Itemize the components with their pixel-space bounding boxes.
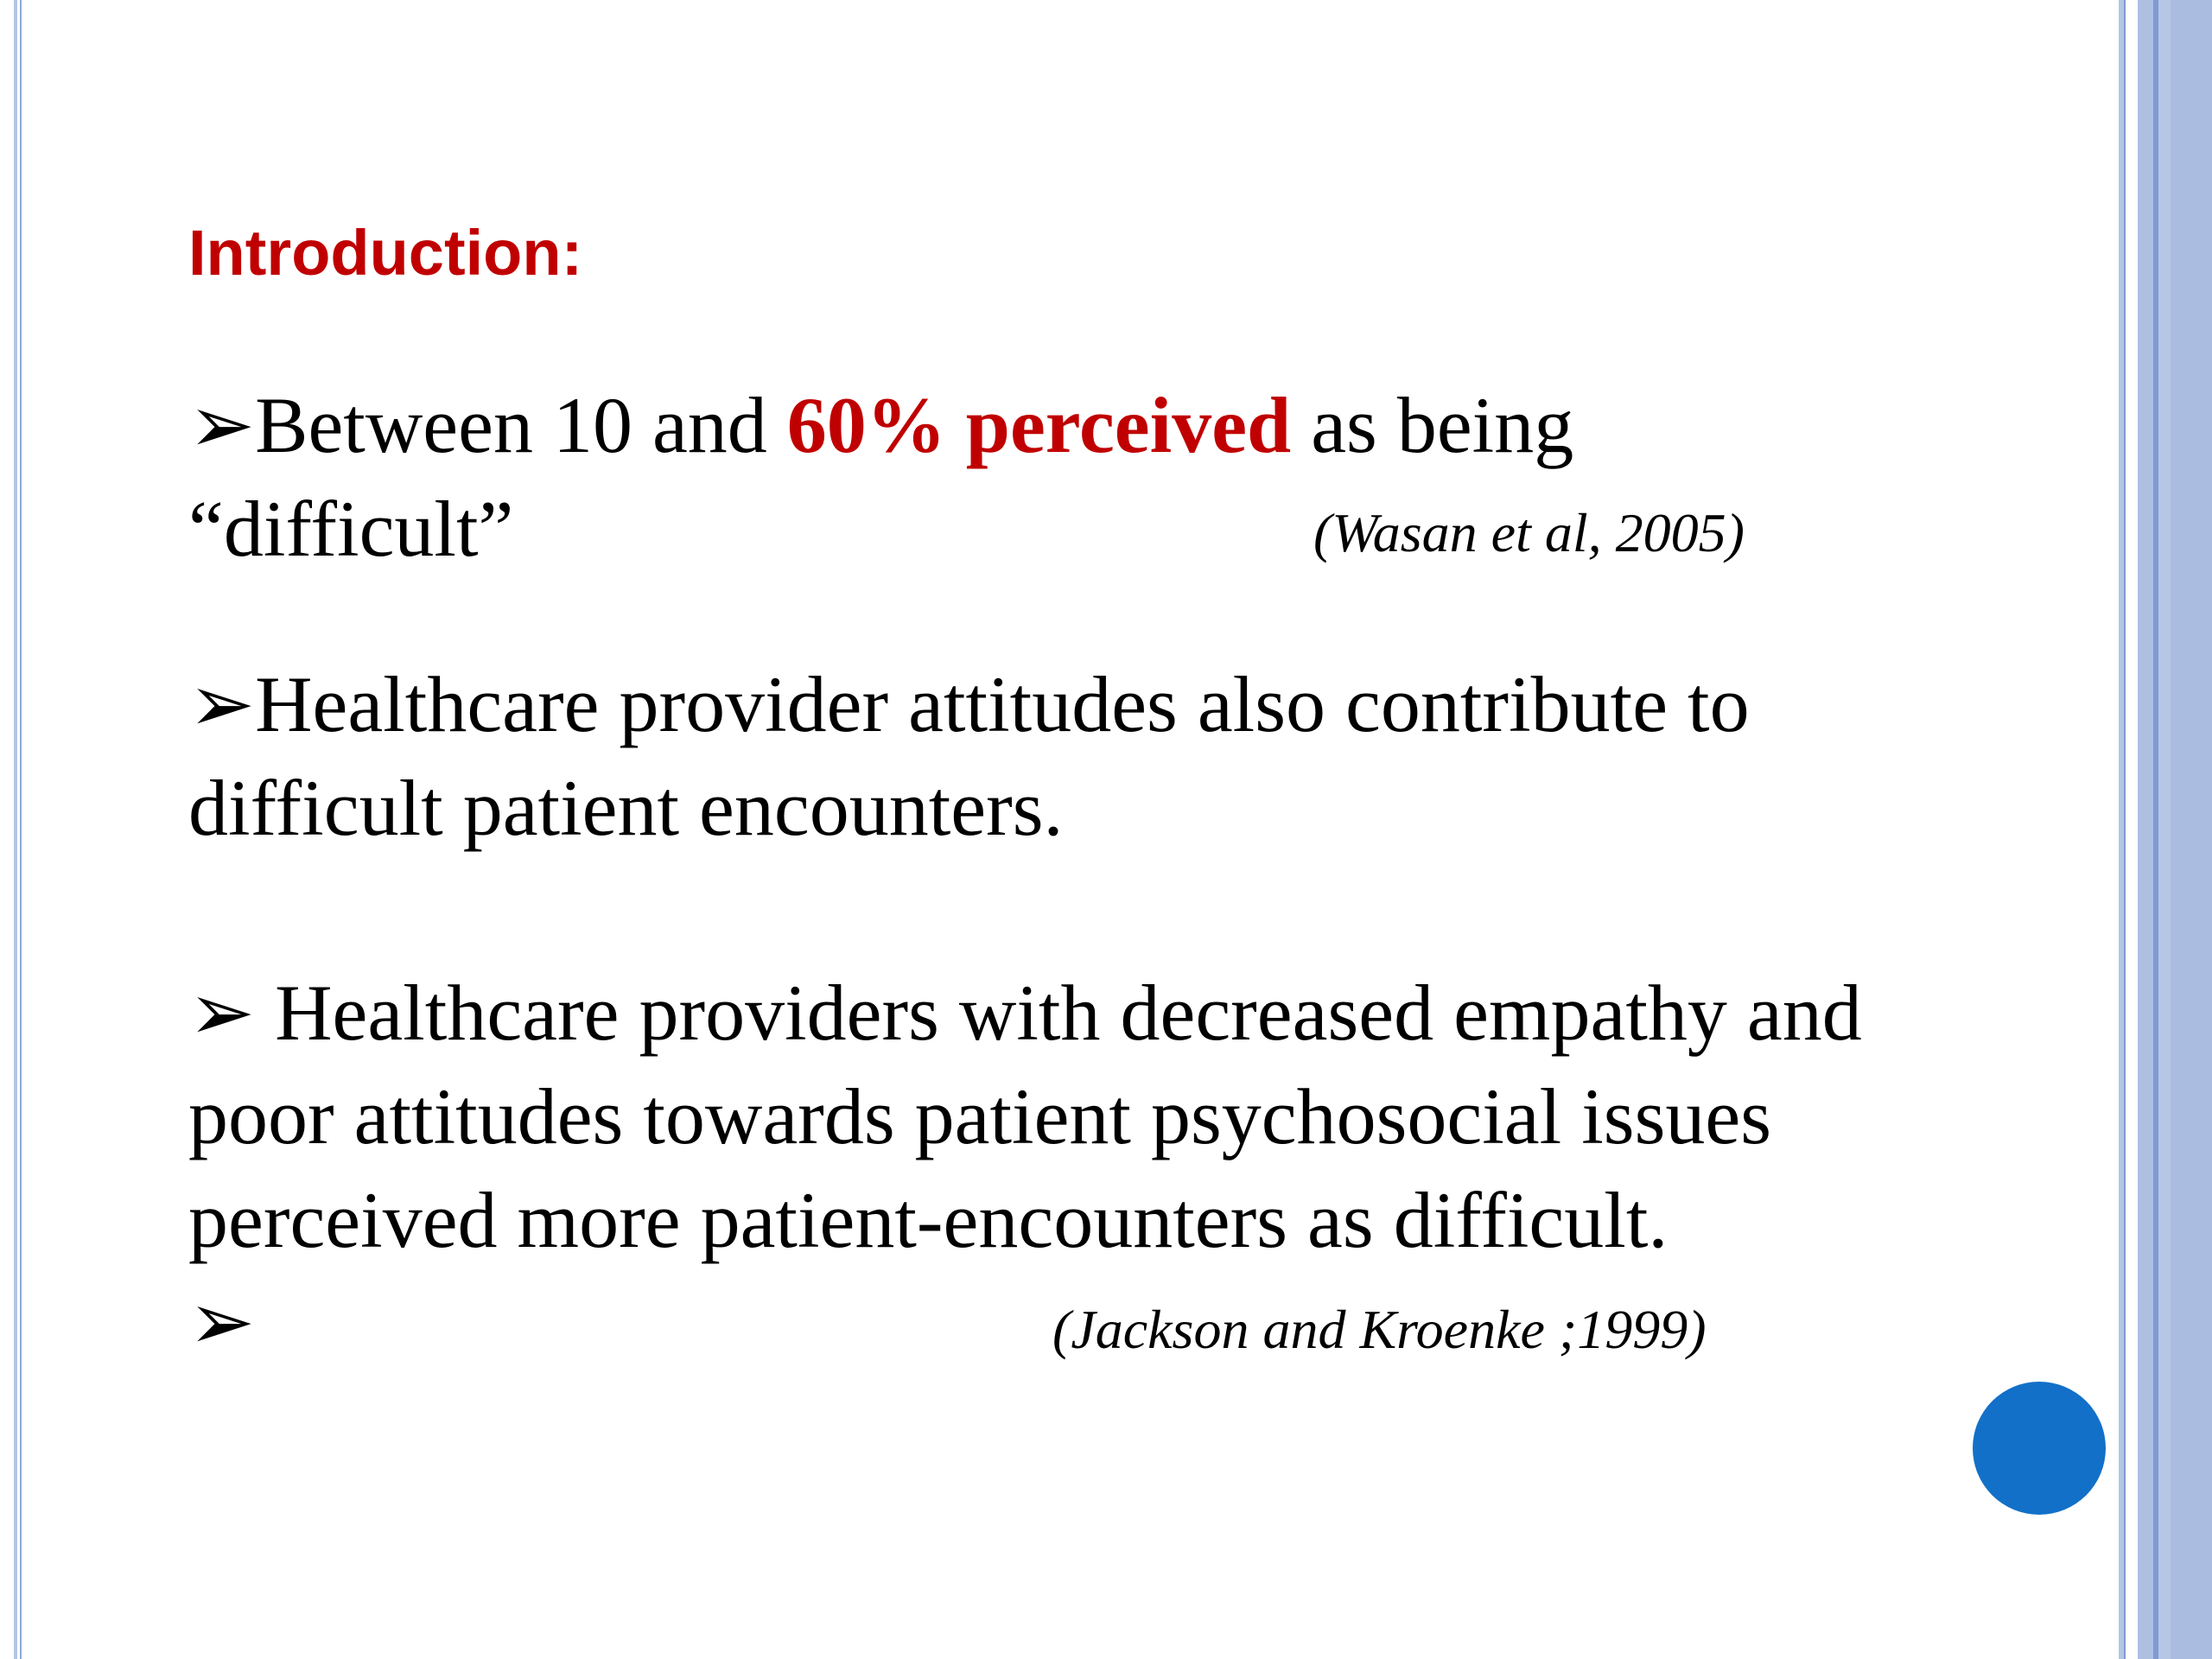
bullet-3-text: Healthcare providers with decreased empathy and <box>255 969 1862 1057</box>
citation-jackson-kroenke: (Jackson and Kroenke ;1999) <box>1052 1299 1707 1360</box>
left-border-line-inner <box>20 0 22 1659</box>
bullet-arrow-icon: ➢ <box>188 1278 256 1366</box>
decorative-circle <box>1973 1382 2106 1515</box>
bullet-3-line-2: poor attitudes towards patient psychosocial issues <box>188 1072 1772 1160</box>
bullet-3-line-1 <box>188 961 1862 1065</box>
bullet-arrow-icon: ➢ <box>188 660 256 748</box>
bullet-1-line-1 <box>188 373 1573 477</box>
bullet-3-line-3: perceived more patient-encounters as difficult. <box>188 1176 1669 1264</box>
right-border-band <box>2171 0 2212 1659</box>
bullet-1-text-after: as being <box>1291 381 1574 469</box>
bullet-4 <box>188 1270 255 1374</box>
bullet-1-text-before: Between 10 and <box>255 381 787 469</box>
bullet-1-highlight: 60% perceived <box>786 381 1292 469</box>
left-border-line <box>14 0 17 1659</box>
bullet-1-line-2: “difficult” <box>188 485 514 573</box>
right-border-stripe <box>2124 0 2126 1659</box>
bullet-arrow-icon: ➢ <box>188 381 256 469</box>
bullet-2-line-2: difficult patient encounters. <box>188 764 1064 852</box>
slide-heading: Introduction: <box>188 217 583 289</box>
bullet-2-line-1 <box>188 652 1750 756</box>
bullet-arrow-icon: ➢ <box>188 969 256 1057</box>
right-border-stripe <box>2158 0 2171 1659</box>
bullet-2-text: Healthcare provider attitudes also contribute to <box>255 660 1750 748</box>
citation-wasan: (Wasan et al, 2005) <box>1313 502 1745 563</box>
right-border-stripe <box>2138 0 2153 1659</box>
